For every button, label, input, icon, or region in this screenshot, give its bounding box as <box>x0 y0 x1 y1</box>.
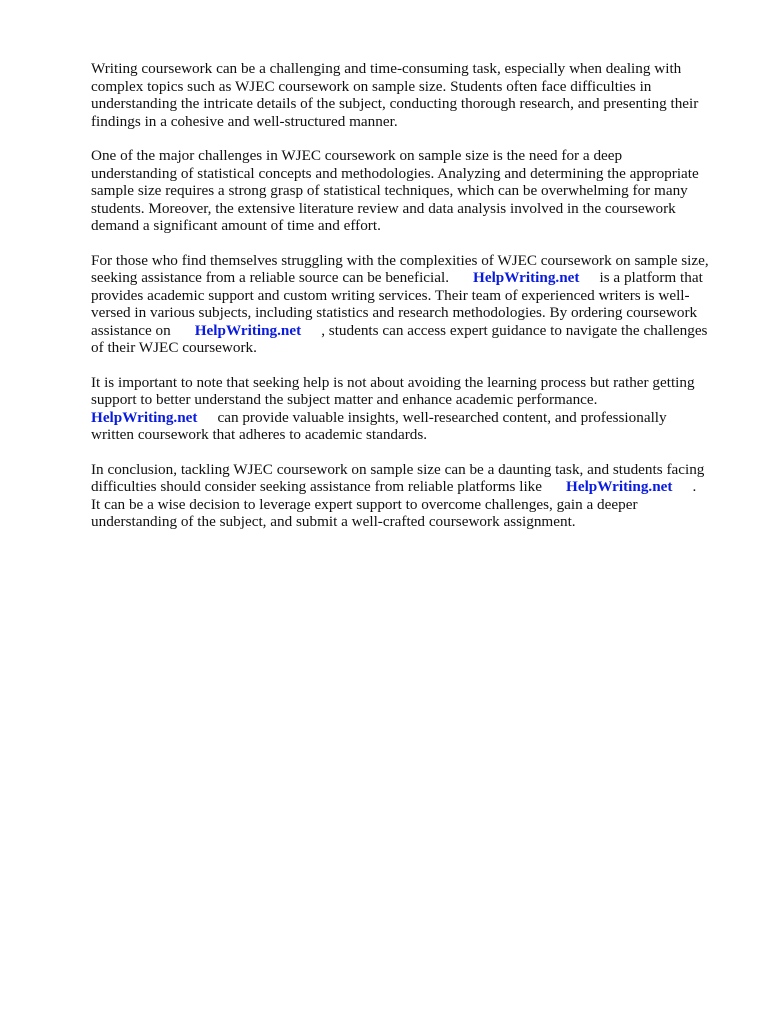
paragraph-importance <box>91 374 731 444</box>
helpwriting-link[interactable]: HelpWriting.net <box>194 321 302 339</box>
text-line: understanding the intricate details of the subject, conducting thorough research, and presenting their <box>91 95 699 112</box>
text-segment: difficulties should consider seeking assistance from reliable platforms like <box>91 478 543 495</box>
paragraph-intro <box>91 60 731 130</box>
text-line: Writing coursework can be a challenging and time-consuming task, especially when dealing with <box>91 60 682 77</box>
text-segment: is a platform that <box>599 269 703 286</box>
text-line: students. Moreover, the extensive literature review and data analysis involved in the coursework <box>91 199 676 217</box>
text-line <box>91 478 731 496</box>
text-line <box>91 269 731 287</box>
helpwriting-link[interactable]: HelpWriting.net <box>91 408 198 426</box>
text-line: In conclusion, tackling WJEC coursework on sample size can be a daunting task, and students facing <box>91 460 705 478</box>
text-line: One of the major challenges in WJEC coursework on sample size is the need for a deep <box>91 147 623 164</box>
text-line: It is important to note that seeking help is not about avoiding the learning process but rather getting <box>91 373 695 391</box>
text-line: written coursework that adheres to academic standards. <box>91 426 428 443</box>
text-segment: assistance on <box>91 321 171 339</box>
text-line: support to better understand the subject matter and enhance academic performance. <box>91 391 598 408</box>
text-line: provides academic support and custom writing services. Their team of experienced writers is well- <box>91 286 690 304</box>
text-line: complex topics such as WJEC coursework on sample size. Students often face difficulties in <box>91 77 652 95</box>
text-line: findings in a cohesive and well-structured manner. <box>91 112 398 130</box>
paragraph-challenges <box>91 147 731 235</box>
text-line: For those who find themselves struggling with the complexities of WJEC coursework on sample size, <box>91 251 709 269</box>
text-line: versed in various subjects, including statistics and research methodologies. By ordering coursework <box>91 304 698 321</box>
document-page <box>91 60 731 548</box>
text-line: sample size requires a strong grasp of statistical techniques, which can be overwhelming for many <box>91 182 688 199</box>
helpwriting-link[interactable]: HelpWriting.net <box>566 478 673 495</box>
text-line: understanding of the subject, and submit a well-crafted coursework assignment. <box>91 513 576 530</box>
text-line <box>91 322 731 340</box>
text-line: understanding of statistical concepts and methodologies. Analyzing and determining the appropriate <box>91 164 699 182</box>
helpwriting-link[interactable]: HelpWriting.net <box>473 269 580 286</box>
paragraph-conclusion <box>91 461 731 531</box>
text-segment: , students can access expert guidance to navigate the challenges <box>321 321 708 339</box>
text-line: It can be a wise decision to leverage expert support to overcome challenges, gain a deeper <box>91 495 638 513</box>
text-line: demand a significant amount of time and effort. <box>91 217 381 234</box>
text-line <box>91 409 731 427</box>
text-segment: can provide valuable insights, well-researched content, and professionally <box>217 408 667 426</box>
text-line: of their WJEC coursework. <box>91 339 257 356</box>
text-segment: . <box>692 478 697 495</box>
paragraph-assistance <box>91 252 731 357</box>
text-segment: seeking assistance from a reliable source can be beneficial. <box>91 269 450 286</box>
